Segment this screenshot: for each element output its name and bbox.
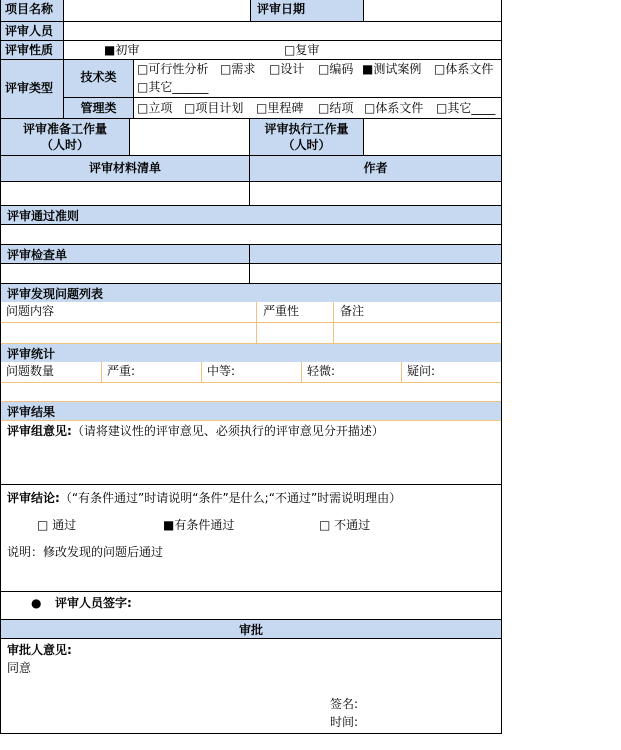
stats-question-label: 疑问: (407, 364, 436, 378)
signature-label: 评审人员签字: (55, 596, 132, 610)
mgmt-option-system-docs[interactable]: □体系文件 (364, 101, 424, 115)
review-date-label: 评审日期 (250, 0, 364, 21)
issue-severity-cell[interactable] (257, 322, 334, 343)
project-name-label: 项目名称 (1, 0, 64, 21)
conclusion-text (7, 491, 401, 507)
conclusion-option-pass[interactable]: □ 通过 (37, 518, 77, 532)
author-label: 作者 (250, 155, 501, 181)
materials-list-field[interactable] (1, 181, 250, 205)
tech-option-requirements[interactable]: □需求 (220, 62, 256, 76)
conclusion-option-conditional[interactable]: ■有条件通过 (163, 518, 235, 532)
issue-remark-header: 备注 (340, 304, 365, 318)
issue-content-header: 问题内容 (1, 302, 257, 322)
checklist-field-right[interactable] (250, 263, 501, 283)
tech-option-other[interactable]: □其它______ (137, 80, 209, 94)
stats-serious-label: 严重: (102, 362, 202, 382)
checklist-field-left[interactable] (1, 263, 250, 283)
conclusion-option-fail[interactable]: □ 不通过 (319, 518, 371, 532)
issues-title: 评审发现问题列表 (1, 283, 501, 302)
criteria-label: 评审通过准则 (1, 205, 501, 224)
mgmt-option-other[interactable]: □其它____ (436, 101, 496, 115)
checklist-header-right (250, 244, 501, 263)
nature-label: 评审性质 (1, 40, 64, 59)
conclusion-label: 评审结论: (7, 491, 60, 505)
stats-count-label: 问题数量 (1, 362, 102, 382)
tech-options (134, 59, 501, 97)
materials-list-label: 评审材料清单 (1, 155, 250, 181)
nature-first-label: 初审 (115, 43, 140, 57)
tech-option-system-docs[interactable]: □体系文件 (434, 62, 494, 76)
review-opinion-label: 评审组意见: (7, 424, 72, 438)
stats-value-row[interactable] (1, 382, 501, 401)
mgmt-options (134, 97, 501, 118)
mgmt-option-closure[interactable]: □结项 (318, 101, 354, 115)
review-opinion-section[interactable] (1, 420, 501, 484)
project-name-field[interactable] (64, 0, 250, 21)
approval-title: 审批 (1, 619, 501, 638)
approver-opinion-value: 同意 (7, 661, 32, 675)
criteria-field[interactable] (1, 224, 501, 244)
author-field[interactable] (250, 181, 501, 205)
stats-medium-label: 中等: (202, 362, 302, 382)
approval-section[interactable] (1, 638, 501, 733)
result-title: 评审结果 (1, 401, 501, 420)
nature-first-checkbox[interactable]: ■ (104, 43, 116, 57)
review-type-label: 评审类型 (1, 59, 64, 118)
mgmt-option-milestone[interactable]: □里程碑 (256, 101, 304, 115)
checklist-label: 评审检查单 (1, 244, 250, 263)
approval-time-label: 时间: (330, 715, 359, 729)
nature-option-first[interactable] (104, 43, 139, 59)
stats-title: 评审统计 (1, 343, 501, 362)
tech-option-design[interactable]: □设计 (269, 62, 305, 76)
nature-second-checkbox[interactable]: □ (284, 43, 296, 57)
nature-option-second[interactable] (284, 43, 319, 59)
reviewers-label: 评审人员 (1, 21, 64, 40)
conclusion-section (1, 484, 501, 591)
exec-workload-field[interactable] (364, 118, 501, 155)
review-opinion-hint: （请将建议性的评审意见、必须执行的评审意见分开描述） (71, 424, 384, 438)
issue-content-cell[interactable] (1, 322, 257, 343)
tech-option-test-cases[interactable]: ■测试案例 (362, 62, 422, 76)
conclusion-hint: （“有条件通过”时请说明“条件”是什么;“不通过”时需说明理由） (59, 491, 402, 505)
mgmt-label: 管理类 (64, 97, 134, 118)
bullet-icon: ● (31, 596, 42, 610)
prep-workload-field[interactable] (130, 118, 250, 155)
reviewers-field[interactable] (64, 21, 501, 40)
issue-remark-cell[interactable] (334, 322, 501, 343)
tech-label: 技术类 (64, 59, 134, 97)
conclusion-note: 说明：修改发现的问题后通过 (7, 545, 164, 559)
prep-workload-label: 评审准备工作量 （人时） (1, 118, 130, 155)
stats-minor-label: 轻微: (302, 362, 402, 382)
tech-option-feasibility[interactable]: □可行性分析 (137, 62, 209, 76)
nature-options (64, 40, 501, 59)
tech-option-coding[interactable]: □编码 (318, 62, 354, 76)
issue-severity-header: 严重性 (257, 302, 334, 322)
exec-workload-label: 评审执行工作量 （人时） (250, 118, 364, 155)
approval-sign-label: 签名: (330, 697, 359, 711)
approver-opinion-label: 审批人意见: (7, 643, 72, 657)
review-date-field[interactable] (364, 0, 501, 21)
mgmt-option-plan[interactable]: □项目计划 (184, 101, 244, 115)
nature-second-label: 复审 (295, 43, 320, 57)
signature-section[interactable] (1, 591, 501, 619)
mgmt-option-initiation[interactable]: □立项 (137, 101, 173, 115)
